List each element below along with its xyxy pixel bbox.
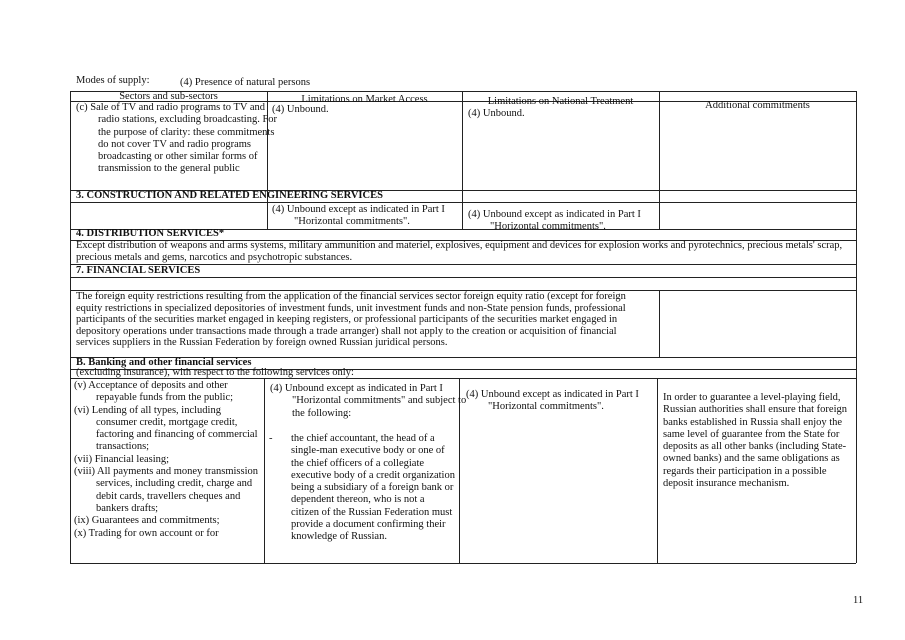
modes-of-supply-label: Modes of supply: <box>76 75 150 86</box>
list-item: (vi) Lending of all types, including consumer credit, mortgage credit, factoring and financing of commercial transactions; <box>74 404 258 453</box>
modes-of-supply-value: (4) Presence of natural persons <box>180 77 311 88</box>
list-item: (vii) Financial leasing; <box>74 453 170 465</box>
bullet-mark: - <box>269 433 273 444</box>
section-3-title: 3. CONSTRUCTION AND RELATED ENGINEERING SERVICES <box>76 190 383 201</box>
section-b-market-access-bullet: the chief accountant, the head of a single-man executive body or one of the chief officers of a collegiate executive body of a credit organization being a subsidiary of a foreign bank or dependent thereon, who is not a citizen of the Russian Federation must provide a document confirming their knowledge of Russian. <box>291 433 455 543</box>
list-item: (viii) All payments and money transmission services, including credit, charge and debit cards, travellers cheques and bankers drafts; <box>74 466 259 514</box>
section-b-subtitle: (excluding insurance), with respect to the following services only: <box>76 367 354 378</box>
section-b-additional-commitments: In order to guarantee a level-playing field, Russian authorities shall ensure that foreign banks established in Russia shall enjoy the same level of guarantee from the State for deposits as all other banks (including State-owned banks) and the same obligations as regards their participation in a possible deposit insurance mechanism. <box>663 392 848 490</box>
row-c-national-treatment: (4) Unbound. <box>468 108 525 119</box>
row-c-market-access: (4) Unbound. <box>272 104 329 115</box>
col-header-additional: Additional commitments <box>705 100 810 111</box>
page-number: 11 <box>853 595 864 606</box>
section-3-market-access: (4) Unbound except as indicated in Part I "Horizontal commitments". <box>272 204 445 228</box>
section-4-title: 4. DISTRIBUTION SERVICES* <box>76 228 225 239</box>
list-item: (ix) Guarantees and commitments; <box>74 515 220 527</box>
section-b-services-list <box>74 380 260 540</box>
col-header-national-treatment: Limitations on National Treatment <box>487 96 634 107</box>
list-item: (v) Acceptance of deposits and other repayable funds from the public; <box>74 380 234 404</box>
section-4-text: Except distribution of weapons and arms systems, military ammunition and materiel, explosives, equipment and devices for explosion works and pyrotechnics, precious metals' scrap, precious metals and gems, narcotics and psychotropic substances. <box>76 240 843 263</box>
section-b-title: B. Banking and other financial services <box>76 357 252 368</box>
section-7-text: The foreign equity restrictions resulting from the application of the financial services sector foreign equity ratio (except for foreign equity restrictions in specialized depositories of investment funds, unit investment funds and non-State pension funds, professional participants of the securities market engaged in keeping registers, or professional participants of the securities market engaged in depository operations under transactions made through a trade arranger) shall not apply to the creation or acquisition of financial services suppliers in the Russian Federation by foreign owned Russian juridical persons. <box>76 291 626 349</box>
col-header-sectors: Sectors and sub-sectors <box>119 91 218 102</box>
section-3-national-treatment: (4) Unbound except as indicated in Part I "Horizontal commitments". <box>468 209 641 233</box>
section-7-title: 7. FINANCIAL SERVICES <box>76 265 201 276</box>
section-b-national-treatment: (4) Unbound except as indicated in Part I "Horizontal commitments". <box>466 389 639 413</box>
list-item: (x) Trading for own account or for <box>74 527 219 539</box>
section-b-market-access-intro: (4) Unbound except as indicated in Part I "Horizontal commitments" and subject to the following: <box>270 383 467 419</box>
col-header-market-access: Limitations on Market Access <box>301 94 428 105</box>
row-c-sector: (c) Sale of TV and radio programs to TV and radio stations, excluding broadcasting. For the purpose of clarity: these commitments do not cover TV and radio programs broadcasting or other similar forms of transmission to the general public <box>76 102 278 175</box>
